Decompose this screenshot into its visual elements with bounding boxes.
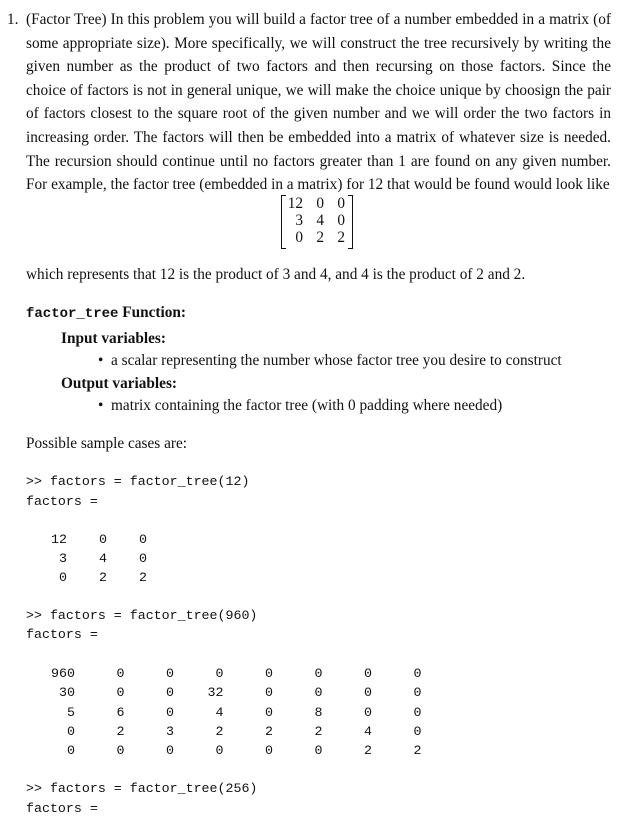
input-heading: Input variables: (61, 330, 166, 347)
output-cell: 12 (51, 532, 67, 547)
output-cell: 0 (314, 666, 323, 681)
sample-result-label: factors = (26, 494, 98, 509)
output-cell: 4 (215, 704, 224, 720)
output-cell: 0 (364, 685, 372, 701)
example-matrix (281, 195, 353, 249)
matrix-cell: 2 (316, 229, 324, 246)
output-cell: 0 (67, 723, 75, 739)
problem-statement: (Factor Tree) In this problem you will build a factor tree of a number embedded in a matrix (of some appropriate size). More specifically, we will construct the tree recursively by writing the given number as the product of two factors and then recursing on those factors. Since the choice of factors is not in general unique, we will make the choice unique by choosign the pair of factors closest to the square root of the given number and we will order the two factors in increasing order. The factors will then be embedded into a matrix of whatever size is needed. The recursion should continue until no factors greater than 1 are found on any given number. For example, the factor tree (embedded in a matrix) for 12 that would be found would look like (26, 11, 611, 194)
matrix-explanation: which represents that 12 is the product of 3 and 4, and 4 is the product of 2 and 2. (26, 266, 526, 283)
output-cell: 0 (314, 743, 323, 759)
output-cell: 0 (265, 685, 273, 701)
output-cell: 2 (265, 723, 273, 739)
sample-command: >> factors = factor_tree(12) (26, 474, 250, 489)
output-cell: 0 (364, 666, 372, 681)
output-cell: 8 (314, 704, 323, 720)
function-name: factor_tree (26, 306, 119, 322)
output-cell: 0 (413, 723, 422, 739)
output-cell: 6 (116, 704, 125, 720)
output-cell: 2 (99, 570, 107, 586)
output-cell: 0 (265, 704, 273, 720)
input-item: • a scalar representing the number whose factor tree you desire to construct (98, 352, 562, 369)
matrix-row (286, 229, 345, 247)
output-cell: 960 (51, 666, 75, 681)
output-cell: 32 (207, 685, 224, 701)
matrix-cell: 3 (295, 212, 303, 229)
output-cell: 0 (166, 666, 174, 681)
output-cell: 2 (116, 723, 125, 739)
output-cell: 2 (413, 743, 422, 759)
output-cell: 2 (314, 723, 323, 739)
output-cell: 0 (166, 743, 174, 759)
matrix-cell: 2 (337, 229, 345, 246)
output-cell: 0 (116, 743, 125, 759)
output-cell: 0 (215, 743, 224, 759)
samples-intro: Possible sample cases are: (26, 435, 187, 452)
matrix-cell: 0 (337, 212, 345, 229)
output-cell: 4 (99, 551, 107, 567)
output-cell: 0 (413, 685, 422, 701)
output-cell: 0 (166, 685, 174, 701)
matrix-cell: 12 (287, 195, 303, 212)
input-item-text: a scalar representing the number whose factor tree you desire to construct (111, 352, 562, 369)
matrix-cell: 0 (316, 195, 324, 212)
function-heading (26, 304, 186, 322)
output-cell: 0 (413, 666, 422, 681)
matrix-row (286, 212, 345, 230)
matrix-cell: 0 (337, 195, 345, 212)
function-heading-suffix: Function: (118, 304, 186, 321)
output-cell: 30 (59, 685, 75, 701)
output-cell: 0 (265, 666, 273, 681)
output-heading: Output variables: (61, 375, 178, 392)
output-cell: 0 (413, 704, 422, 720)
matrix-cell: 0 (295, 229, 303, 246)
output-cell: 3 (166, 723, 174, 739)
output-item-text: matrix containing the factor tree (with 0 padding where needed) (111, 397, 503, 414)
output-cell: 0 (67, 743, 75, 759)
sample-command: >> factors = factor_tree(256) (26, 781, 258, 796)
output-cell: 0 (139, 532, 147, 547)
sample-result-label: factors = (26, 627, 98, 642)
sample-result-label: factors = (26, 801, 98, 816)
output-item: • matrix containing the factor tree (with 0 padding where needed) (98, 397, 503, 414)
matrix-row (286, 195, 345, 213)
output-cell: 0 (139, 551, 147, 567)
sample-command: >> factors = factor_tree(960) (26, 608, 258, 623)
output-cell: 0 (59, 570, 67, 586)
output-cell: 0 (265, 743, 273, 759)
output-cell: 0 (215, 666, 224, 681)
output-cell: 3 (59, 551, 67, 567)
matrix-cell: 4 (316, 212, 324, 229)
output-cell: 0 (314, 685, 323, 701)
output-cell: 2 (364, 743, 372, 759)
output-cell: 0 (99, 532, 107, 547)
output-cell: 2 (139, 570, 147, 586)
output-cell: 4 (364, 723, 372, 739)
output-cell: 0 (116, 685, 125, 701)
output-cell: 0 (166, 704, 174, 720)
problem-number: 1. (7, 11, 19, 28)
output-cell: 0 (364, 704, 372, 720)
output-cell: 2 (215, 723, 224, 739)
output-cell: 5 (67, 704, 75, 720)
output-cell: 0 (116, 666, 125, 681)
